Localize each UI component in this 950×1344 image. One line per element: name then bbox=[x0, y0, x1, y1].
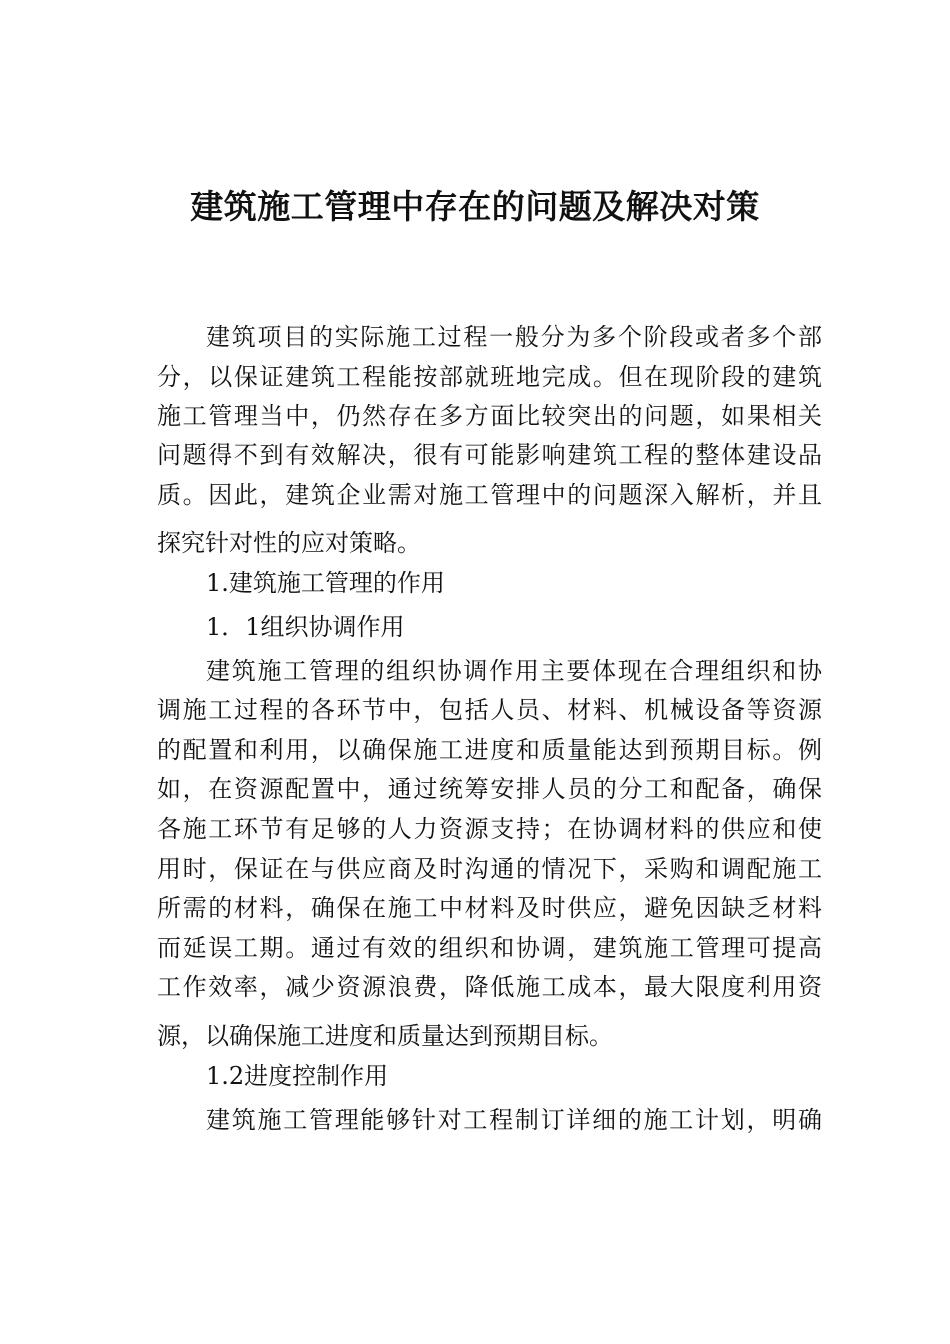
paragraph-line: 建筑施工管理的组织协调作用主要体现在合理组织和协 bbox=[206, 657, 822, 685]
paragraph-line: 用时，保证在与供应商及时沟通的情况下，采购和调配施工 bbox=[157, 855, 822, 883]
paragraph-line: 调施工过程的各环节中，包括人员、材料、机械设备等资源 bbox=[157, 696, 822, 724]
paragraph-line: 所需的材料，确保在施工中材料及时供应，避免因缺乏材料 bbox=[157, 894, 822, 922]
paragraph-line: 分，以保证建筑工程能按部就班地完成。但在现阶段的建筑 bbox=[157, 363, 822, 391]
document-title: 建筑施工管理中存在的问题及解决对策 bbox=[190, 187, 760, 226]
paragraph-line: 问题得不到有效解决，很有可能影响建筑工程的整体建设品 bbox=[157, 441, 822, 469]
paragraph-line: 源，以确保施工进度和质量达到预期目标。 bbox=[157, 1022, 613, 1050]
paragraph-line: 各施工环节有足够的人力资源支持；在协调材料的供应和使 bbox=[157, 815, 822, 843]
paragraph-line: 建筑项目的实际施工过程一般分为多个阶段或者多个部 bbox=[206, 323, 822, 351]
subsection-heading: 1.2进度控制作用 bbox=[206, 1062, 389, 1090]
paragraph-line: 质。因此，建筑企业需对施工管理中的问题深入解析，并且 bbox=[157, 481, 822, 509]
subsection-heading: 1．1组织协调作用 bbox=[206, 613, 405, 641]
paragraph-line: 探究针对性的应对策略。 bbox=[157, 529, 421, 557]
paragraph-line: 施工管理当中，仍然存在多方面比较突出的问题，如果相关 bbox=[157, 402, 822, 430]
section-heading: 1.建筑施工管理的作用 bbox=[206, 569, 445, 597]
paragraph-line: 工作效率，减少资源浪费，降低施工成本，最大限度利用资 bbox=[157, 973, 822, 1001]
paragraph-line: 而延误工期。通过有效的组织和协调，建筑施工管理可提高 bbox=[157, 934, 822, 962]
paragraph-line: 的配置和利用，以确保施工进度和质量能达到预期目标。例 bbox=[157, 736, 822, 764]
paragraph-line: 如，在资源配置中，通过统筹安排人员的分工和配备，确保 bbox=[157, 775, 822, 803]
paragraph-line: 建筑施工管理能够针对工程制订详细的施工计划，明确 bbox=[206, 1106, 822, 1134]
